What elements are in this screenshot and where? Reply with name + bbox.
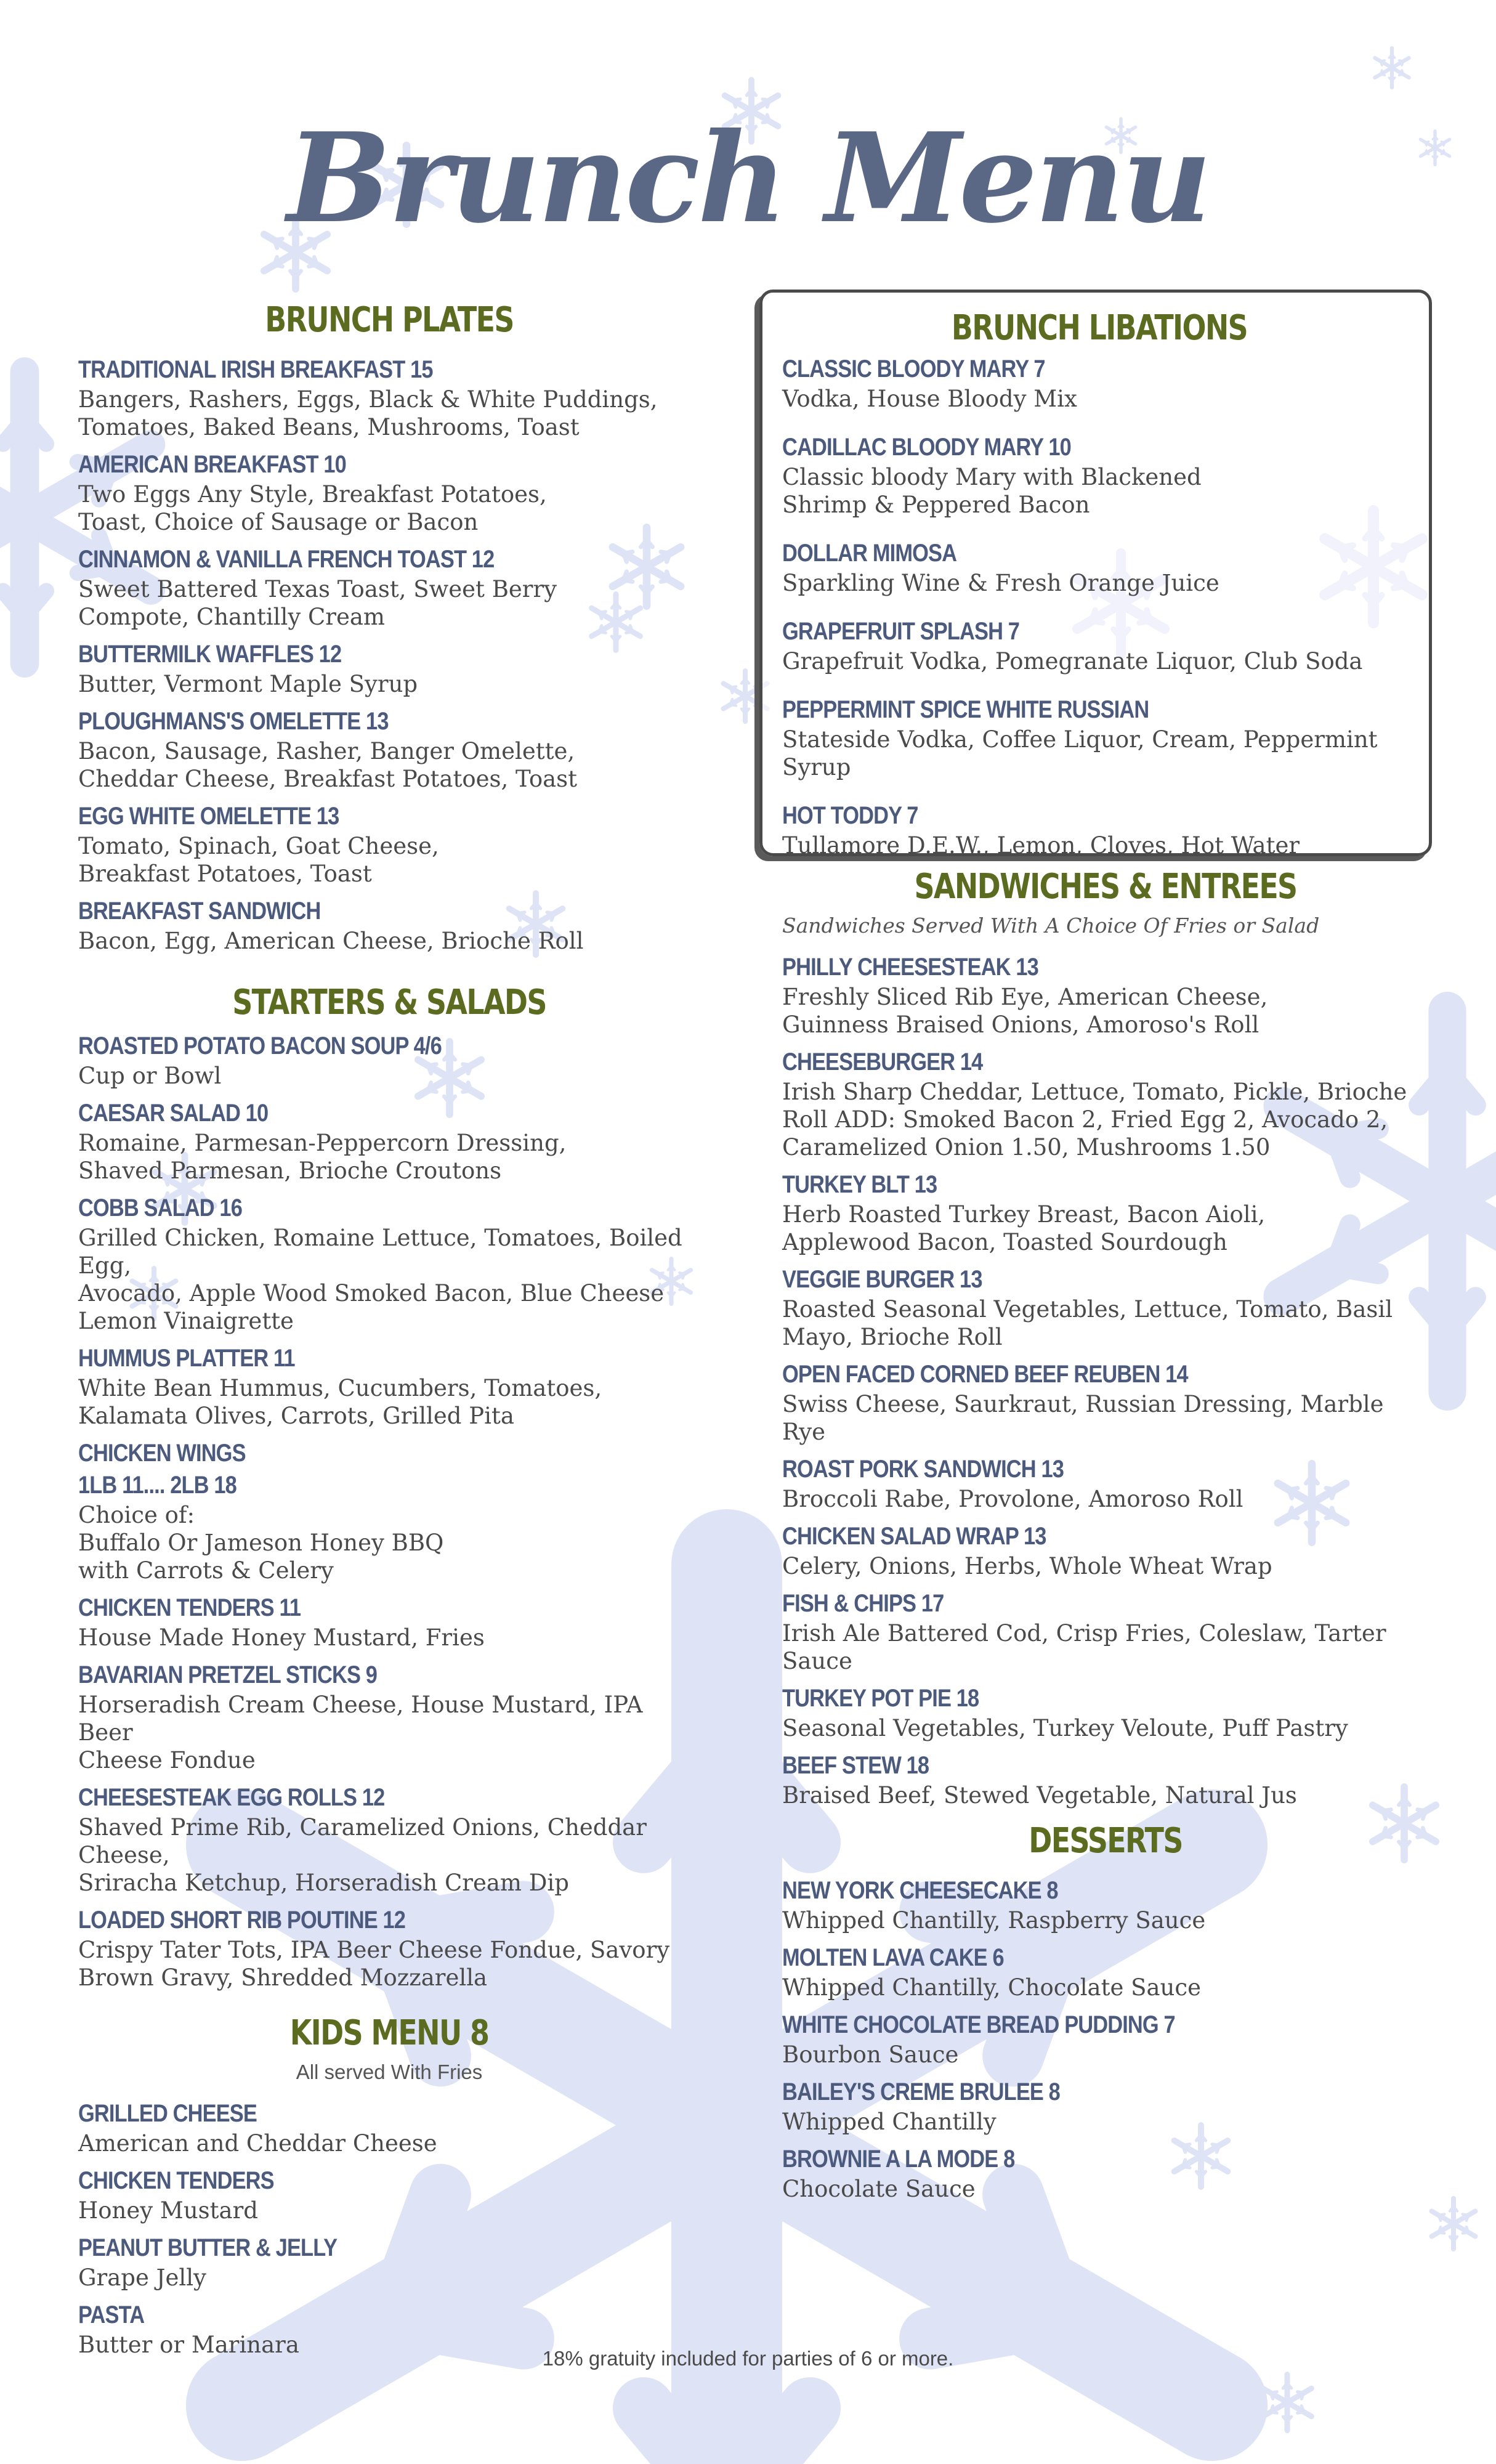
item-name: GRAPEFRUIT SPLASH 7	[782, 618, 1020, 645]
menu-item	[782, 1942, 1429, 2001]
menu-item	[78, 2232, 700, 2292]
item-name: CHEESEBURGER 14	[782, 1048, 983, 1076]
menu-item	[782, 2009, 1429, 2069]
item-description: Whipped Chantilly, Chocolate Sauce	[782, 1974, 1202, 2001]
item-name: CAESAR SALAD 10	[78, 1100, 269, 1127]
item-description: Irish Sharp Cheddar, Lettuce, Tomato, Pickle, Brioche Roll ADD: Smoked Bacon 2, Fried Egg 2, Avocado 2, Caramelized Onion 1.50, Mushrooms 1.50	[782, 1079, 1407, 1161]
menu-item	[78, 1342, 700, 1430]
item-description: Vodka, House Bloody Mix	[782, 386, 1077, 412]
item-description: Cup or Bowl	[78, 1063, 222, 1089]
item-description: Grapefruit Vodka, Pomegranate Liquor, Club Soda	[782, 648, 1363, 675]
item-description: Chocolate Sauce	[782, 2176, 976, 2202]
item-description: Whipped Chantilly, Raspberry Sauce	[782, 1907, 1206, 1934]
item-name: ROAST PORK SANDWICH 13	[782, 1456, 1064, 1483]
item-name: CHEESESTEAK EGG ROLLS 12	[78, 1784, 385, 1811]
item-name: TRADITIONAL IRISH BREAKFAST 15	[78, 356, 433, 383]
menu-item	[78, 1781, 700, 1897]
item-name: BAILEY'S CREME BRULEE 8	[782, 2078, 1060, 2105]
menu-item	[78, 1592, 700, 1651]
item-name: MOLTEN LAVA CAKE 6	[782, 1944, 1004, 1971]
menu-item	[78, 1030, 700, 1090]
item-name: CINNAMON & VANILLA FRENCH TOAST 12	[78, 546, 495, 573]
item-description: Swiss Cheese, Saurkraut, Russian Dressing, Marble Rye	[782, 1391, 1384, 1445]
menu-item	[78, 1659, 700, 1774]
item-name: PHILLY CHEESESTEAK 13	[782, 954, 1038, 981]
menu-item	[782, 1453, 1429, 1513]
section-heading: STARTERS & SALADS	[232, 983, 546, 1023]
item-name: BEEF STEW 18	[782, 1752, 929, 1779]
item-description: Bacon, Sausage, Rasher, Banger Omelette, Cheddar Cheese, Breakfast Potatoes, Toast	[78, 738, 578, 792]
item-name: TURKEY BLT 13	[782, 1171, 937, 1198]
menu-item	[78, 1097, 700, 1185]
menu-item	[782, 1263, 1429, 1351]
section-sandwiches-entrees	[782, 862, 1429, 1809]
item-description: Butter or Marinara	[78, 2332, 299, 2358]
menu-item	[782, 431, 1417, 519]
item-description: House Made Honey Mustard, Fries	[78, 1624, 485, 1651]
menu-item	[78, 638, 700, 698]
item-name: HUMMUS PLATTER 11	[78, 1345, 295, 1372]
section-desserts	[782, 1817, 1429, 2203]
left-column	[78, 296, 700, 2366]
menu-item	[78, 2097, 700, 2157]
section-heading: KIDS MENU 8	[289, 2013, 489, 2053]
item-description: Broccoli Rabe, Provolone, Amoroso Roll	[782, 1486, 1243, 1512]
menu-item	[78, 895, 700, 955]
item-name: WHITE CHOCOLATE BREAD PUDDING 7	[782, 2011, 1175, 2038]
item-price-line: 1LB 11.... 2LB 18	[78, 1472, 237, 1499]
item-name: LOADED SHORT RIB POUTINE 12	[78, 1907, 406, 1934]
item-name: VEGGIE BURGER 13	[782, 1266, 982, 1293]
item-description: Whipped Chantilly	[782, 2109, 997, 2135]
menu-item	[78, 2165, 700, 2224]
item-name: GRILLED CHEESE	[78, 2100, 257, 2127]
libations-box	[759, 290, 1432, 859]
page-title: Brunch Menu	[286, 106, 1210, 251]
item-name: EGG WHITE OMELETTE 13	[78, 803, 339, 830]
item-description: Sparkling Wine & Fresh Orange Juice	[782, 570, 1219, 596]
section-subheading: Sandwiches Served With A Choice Of Fries or Salad	[782, 914, 1320, 938]
item-name: NEW YORK CHEESECAKE 8	[782, 1877, 1058, 1904]
menu-item	[782, 1169, 1429, 1256]
item-description: Grape Jelly	[78, 2264, 206, 2291]
item-description: Classic bloody Mary with Blackened Shrimp & Peppered Bacon	[782, 464, 1202, 518]
section-brunch-plates	[78, 296, 700, 955]
item-description: Roasted Seasonal Vegetables, Lettuce, Tomato, Basil Mayo, Brioche Roll	[782, 1296, 1393, 1350]
menu-item	[782, 800, 1417, 859]
item-description: Choice of: Buffalo Or Jameson Honey BBQ with Carrots & Celery	[78, 1502, 444, 1584]
menu-item	[782, 951, 1429, 1039]
item-name: CHICKEN TENDERS 11	[78, 1594, 301, 1621]
item-name: CHICKEN TENDERS	[78, 2167, 274, 2194]
item-description: Horseradish Cream Cheese, House Mustard, IPA Beer Cheese Fondue	[78, 1692, 643, 1773]
section-heading: SANDWICHES & ENTREES	[914, 867, 1297, 907]
item-name: FISH & CHIPS 17	[782, 1590, 944, 1617]
item-description: Stateside Vodka, Coffee Liquor, Cream, Peppermint Syrup	[782, 726, 1378, 780]
item-name: ROASTED POTATO BACON SOUP 4/6	[78, 1032, 442, 1060]
item-name: HOT TODDY 7	[782, 802, 918, 829]
item-description: Seasonal Vegetables, Turkey Veloute, Puff Pastry	[782, 1715, 1348, 1741]
item-name: BREAKFAST SANDWICH	[78, 898, 321, 925]
item-description: Herb Roasted Turkey Breast, Bacon Aioli, Applewood Bacon, Toasted Sourdough	[782, 1201, 1266, 1255]
menu-item	[78, 1437, 700, 1584]
section-brunch-libations	[782, 304, 1417, 878]
item-name: PLOUGHMANS'S OMELETTE 13	[78, 708, 389, 735]
item-description: Celery, Onions, Herbs, Whole Wheat Wrap	[782, 1553, 1272, 1579]
item-description: Two Eggs Any Style, Breakfast Potatoes, Toast, Choice of Sausage or Bacon	[78, 481, 547, 535]
menu-item	[78, 354, 700, 441]
item-description: Tomato, Spinach, Goat Cheese, Breakfast Potatoes, Toast	[78, 833, 439, 887]
menu-item	[78, 543, 700, 631]
menu-item	[782, 615, 1417, 675]
menu-item	[782, 1520, 1429, 1580]
item-description: American and Cheddar Cheese	[78, 2130, 437, 2157]
menu-item	[78, 1904, 700, 1992]
item-description: Tullamore D.E.W., Lemon, Cloves, Hot Water	[782, 832, 1300, 859]
menu-item	[78, 448, 700, 536]
item-name: CLASSIC BLOODY MARY 7	[782, 355, 1045, 383]
menu-item	[782, 1749, 1429, 1809]
item-name: AMERICAN BREAKFAST 10	[78, 451, 346, 478]
item-description: Bacon, Egg, American Cheese, Brioche Roll	[78, 928, 584, 954]
item-name: COBB SALAD 16	[78, 1194, 242, 1222]
item-name: CHICKEN WINGS	[78, 1440, 246, 1467]
menu-item	[782, 1358, 1429, 1446]
item-description: Braised Beef, Stewed Vegetable, Natural Jus	[782, 1782, 1297, 1809]
section-subheading: All served With Fries	[296, 2061, 483, 2083]
menu-item	[782, 353, 1417, 413]
menu-item	[782, 1046, 1429, 1161]
menu-item	[78, 705, 700, 793]
section-kids-menu	[78, 2009, 700, 2359]
menu-item	[782, 2143, 1429, 2203]
menu-item	[78, 1192, 700, 1335]
item-description: Freshly Sliced Rib Eye, American Cheese, Guinness Braised Onions, Amoroso's Roll	[782, 984, 1268, 1038]
section-heading: BRUNCH PLATES	[265, 300, 514, 340]
item-description: Crispy Tater Tots, IPA Beer Cheese Fondue, Savory Brown Gravy, Shredded Mozzarella	[78, 1937, 670, 1991]
item-description: Bangers, Rashers, Eggs, Black & White Puddings, Tomatoes, Baked Beans, Mushrooms, Toast	[78, 386, 658, 440]
item-description: Grilled Chicken, Romaine Lettuce, Tomatoes, Boiled Egg, Avocado, Apple Wood Smoked Bacon, Blue Cheese Lemon Vinaigrette	[78, 1225, 682, 1334]
section-starters-salads	[78, 978, 700, 1992]
item-name: PEANUT BUTTER & JELLY	[78, 2234, 338, 2261]
menu-item	[782, 1587, 1429, 1675]
gratuity-note: 18% gratuity included for parties of 6 or more.	[542, 2347, 954, 2370]
item-name: CADILLAC BLOODY MARY 10	[782, 434, 1071, 461]
menu-item	[782, 537, 1417, 597]
item-name: CHICKEN SALAD WRAP 13	[782, 1523, 1046, 1550]
item-name: BROWNIE A LA MODE 8	[782, 2146, 1015, 2173]
item-description: Honey Mustard	[78, 2197, 258, 2224]
item-name: TURKEY POT PIE 18	[782, 1685, 979, 1712]
menu-item	[782, 1874, 1429, 1934]
menu-item	[782, 1682, 1429, 1742]
menu-item	[782, 2076, 1429, 2136]
section-heading: DESSERTS	[1029, 1821, 1183, 1861]
item-description: Romaine, Parmesan-Peppercorn Dressing, Shaved Parmesan, Brioche Croutons	[78, 1130, 567, 1184]
item-description: Shaved Prime Rib, Caramelized Onions, Cheddar Cheese, Sriracha Ketchup, Horseradish Cream Dip	[78, 1814, 647, 1896]
item-description: White Bean Hummus, Cucumbers, Tomatoes, Kalamata Olives, Carrots, Grilled Pita	[78, 1375, 602, 1429]
item-name: PEPPERMINT SPICE WHITE RUSSIAN	[782, 696, 1149, 723]
menu-item	[78, 800, 700, 888]
item-name: BAVARIAN PRETZEL STICKS 9	[78, 1661, 377, 1688]
item-description: Bourbon Sauce	[782, 2041, 959, 2068]
menu-item	[782, 694, 1417, 781]
item-name: PASTA	[78, 2301, 145, 2328]
right-column	[782, 862, 1429, 2210]
item-description: Sweet Battered Texas Toast, Sweet Berry Compote, Chantilly Cream	[78, 576, 557, 630]
item-name: BUTTERMILK WAFFLES 12	[78, 641, 342, 668]
item-name: DOLLAR MIMOSA	[782, 540, 957, 567]
section-heading: BRUNCH LIBATIONS	[951, 308, 1248, 348]
item-name: OPEN FACED CORNED BEEF REUBEN 14	[782, 1361, 1188, 1388]
item-description: Butter, Vermont Maple Syrup	[78, 671, 418, 697]
item-description: Irish Ale Battered Cod, Crisp Fries, Coleslaw, Tarter Sauce	[782, 1620, 1386, 1674]
